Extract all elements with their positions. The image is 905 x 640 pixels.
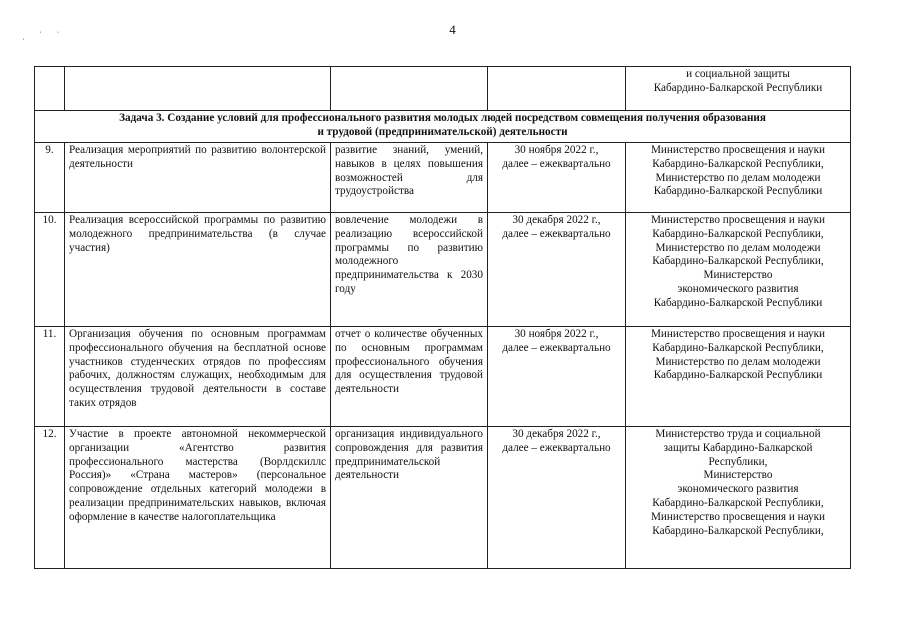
table-row [35, 327, 851, 427]
deadline-cell [488, 327, 626, 427]
executor-line: Министерство просвещения и науки [650, 328, 826, 340]
cell-activity [65, 67, 331, 111]
executor-cell [626, 213, 851, 327]
executor-line: Министерство по делам молодежи [655, 241, 821, 254]
deadline-line: далее – ежеквартально [502, 227, 611, 240]
deadline-cell [488, 213, 626, 327]
cell-result [331, 67, 488, 111]
executor-line: Кабардино-Балкарской Республики [653, 81, 823, 94]
activity-text: Участие в проекте автономной некоммерческой организации «Агентство развития профессионального мастерства (Ворлдскиллс Россия)» «Страна мастеров» (персональное сопровождение отдельных категорий молодежи в реализации предпринимательских навыков, включая оформление в качестве налогоплательщика [65, 427, 331, 569]
deadline-line: 30 ноября 2022 г., [514, 144, 599, 156]
executor-line: Кабардино-Балкарской Республики [653, 185, 823, 198]
executor-line: Кабардино-Балкарской Республики, [652, 255, 824, 268]
result-text: отчет о количестве обученных по основным программам профессионального обучения для осуществления трудовой деятельности [331, 327, 488, 427]
executor-line: защиты Кабардино-Балкарской [663, 441, 813, 454]
row-number: 11. [35, 327, 65, 427]
table-row [35, 143, 851, 213]
executor-cell [626, 427, 851, 569]
executor-line: Кабардино-Балкарской Республики, [652, 157, 824, 170]
scan-artifact-marks: ˌ ˈ ˈ [22, 30, 66, 40]
task-heading-row [35, 111, 851, 143]
executor-line: Кабардино-Балкарской Республики, [652, 496, 824, 509]
task-heading-line: Задача 3. Создание условий для профессионального развития молодых людей посредством совмещения получения образования [119, 112, 766, 124]
deadline-line: далее – ежеквартально [502, 157, 611, 170]
executor-line: Министерство [703, 269, 773, 282]
action-plan-table [34, 66, 851, 569]
row-number: 9. [35, 143, 65, 213]
task-heading [35, 111, 851, 143]
executor-line: Кабардино-Балкарской Республики, [652, 524, 824, 537]
cell-executor [626, 67, 851, 111]
deadline-line: далее – ежеквартально [502, 341, 611, 354]
activity-text: Реализация всероссийской программы по развитию молодежного предпринимательства (в случае участия) [65, 213, 331, 327]
page-number: 4 [449, 22, 456, 37]
table-row [35, 427, 851, 569]
executor-line: Кабардино-Балкарской Республики, [652, 341, 824, 354]
deadline-line: 30 декабря 2022 г., [512, 214, 601, 226]
executor-line: Министерство [703, 469, 773, 482]
executor-line: Министерство просвещения и науки [650, 144, 826, 156]
table-row [35, 213, 851, 327]
result-text: развитие знаний, умений, навыков в целях повышения возможностей для трудоустройства [331, 143, 488, 213]
executor-line: Республики, [708, 455, 768, 468]
executor-line: Министерство просвещения и науки [650, 214, 826, 226]
result-text: вовлечение молодежи в реализацию всероссийской программы по развитию молодежного предпринимательства к 2030 году [331, 213, 488, 327]
executor-line: Министерство просвещения и науки [650, 510, 826, 523]
executor-line: экономического развития [677, 483, 799, 496]
deadline-cell [488, 143, 626, 213]
executor-line: Кабардино-Балкарской Республики [653, 296, 823, 309]
executor-line: Министерство по делам молодежи [655, 171, 821, 184]
cell-num [35, 67, 65, 111]
table-row-continued [35, 67, 851, 111]
activity-text: Организация обучения по основным программам профессионального обучения на бесплатной основе участников студенческих отрядов по профессиям рабочих, должностям служащих, необходимым для осуществления трудовой деятельности в составе таких отрядов [65, 327, 331, 427]
cell-deadline [488, 67, 626, 111]
deadline-line: 30 ноября 2022 г., [514, 328, 599, 340]
executor-cell [626, 143, 851, 213]
row-number: 10. [35, 213, 65, 327]
deadline-line: далее – ежеквартально [502, 441, 611, 454]
executor-line: Кабардино-Балкарской Республики [653, 369, 823, 382]
executor-line: и социальной защиты [686, 68, 790, 80]
activity-text: Реализация мероприятий по развитию волонтерской деятельности [65, 143, 331, 213]
deadline-cell [488, 427, 626, 569]
executor-line: Министерство труда и социальной [655, 428, 821, 440]
deadline-line: 30 декабря 2022 г., [512, 428, 601, 440]
task-heading-line: и трудовой (предпринимательской) деятельности [317, 125, 568, 138]
executor-line: экономического развития [677, 282, 799, 295]
executor-line: Министерство по делам молодежи [655, 355, 821, 368]
result-text: организация индивидуального сопровождения для развития предпринимательской деятельности [331, 427, 488, 569]
executor-line: Кабардино-Балкарской Республики, [652, 227, 824, 240]
row-number: 12. [35, 427, 65, 569]
executor-cell [626, 327, 851, 427]
